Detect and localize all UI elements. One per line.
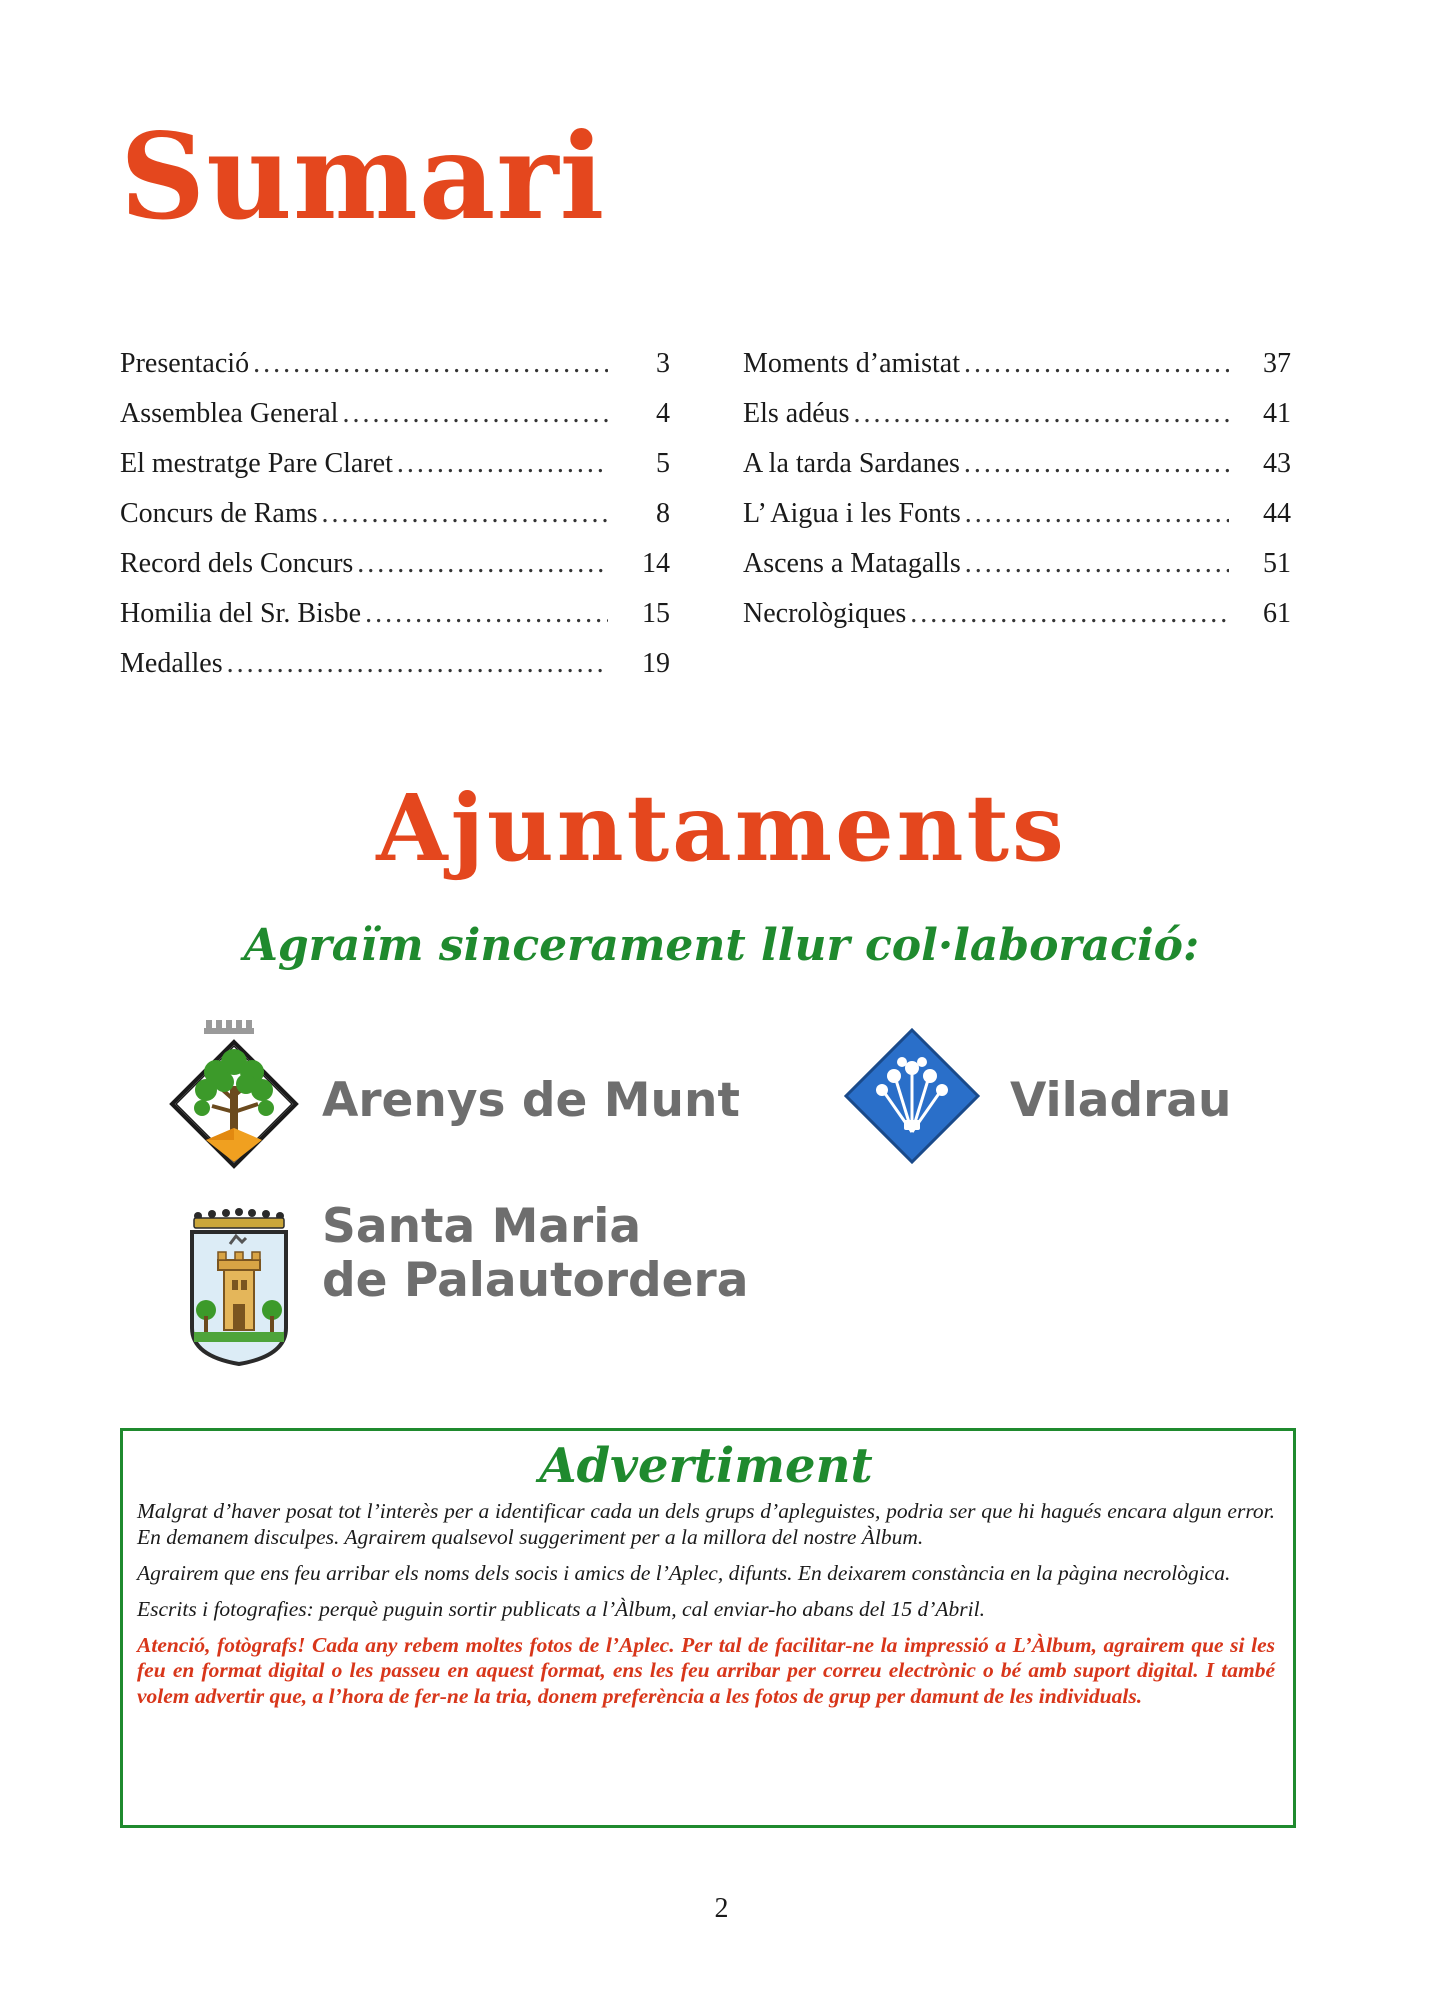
municipality-santa-maria-de-palautordera — [322, 1200, 748, 1308]
toc-entry-title: El mestratge Pare Claret — [120, 448, 393, 479]
toc-entry[interactable] — [120, 398, 670, 448]
toc-entry-page: 61 — [1263, 598, 1291, 629]
toc-leader-dots — [964, 348, 1229, 380]
toc-entry-title: Ascens a Matagalls — [743, 548, 961, 579]
toc-entry-page: 43 — [1263, 448, 1291, 479]
toc-leader-dots — [965, 498, 1229, 530]
advertiment-paragraph: Escrits i fotografies: perquè puguin sortir publicats a l’Àlbum, cal enviar-ho abans del 15 d’Abril. — [137, 1596, 985, 1621]
viladrau-coat-of-arms-icon — [844, 1028, 980, 1164]
municipality-name-line1: Santa Maria — [322, 1199, 642, 1254]
advertiment-title: Advertiment — [539, 1438, 873, 1494]
toc-leader-dots — [357, 548, 608, 580]
toc-left-column — [120, 348, 670, 698]
toc-entry[interactable] — [743, 498, 1291, 548]
toc-entry[interactable] — [743, 448, 1291, 498]
toc-entry[interactable] — [120, 448, 670, 498]
toc-entry-page: 8 — [656, 498, 670, 529]
toc-entry-page: 19 — [642, 648, 670, 679]
toc-entry[interactable] — [743, 348, 1291, 398]
toc-leader-dots — [910, 598, 1229, 630]
toc-entry-title: Els adéus — [743, 398, 850, 429]
advertiment-paragraph: Malgrat d’haver posat tot l’interès per a identificar cada un dels grups d’apleguistes, podria ser que hi hagués encara algun error. En demanem disculpes. Agrairem qualsevol suggeriment per a la millora del nostre Àlbum. — [137, 1499, 1275, 1550]
toc-entry[interactable] — [120, 598, 670, 648]
toc-leader-dots — [365, 598, 608, 630]
sumari-title: Sumari — [120, 107, 606, 246]
toc-leader-dots — [253, 348, 608, 380]
toc-entry[interactable] — [120, 548, 670, 598]
toc-leader-dots — [322, 498, 608, 530]
advertiment-box — [120, 1428, 1296, 1828]
ajuntaments-subtitle: Agraïm sincerament llur col·laboració: — [243, 920, 1200, 971]
toc-entry-title: Homilia del Sr. Bisbe — [120, 598, 362, 629]
toc-entry-title: Necrològiques — [743, 598, 907, 629]
toc-entry-page: 3 — [656, 348, 670, 379]
toc-leader-dots — [964, 448, 1229, 480]
toc-leader-dots — [342, 398, 608, 430]
toc-leader-dots — [854, 398, 1229, 430]
toc-entry[interactable] — [120, 348, 670, 398]
toc-entry[interactable] — [743, 398, 1291, 448]
toc-entry-page: 14 — [642, 548, 670, 579]
municipality-arenys-de-munt: Arenys de Munt — [322, 1073, 740, 1128]
toc-entry-title: Concurs de Rams — [120, 498, 318, 529]
municipality-name-line2: de Palautordera — [322, 1253, 749, 1309]
toc-right-column — [743, 348, 1291, 648]
toc-entry-page: 37 — [1263, 348, 1291, 379]
toc-entry-title: Medalles — [120, 648, 223, 679]
toc-entry-page: 41 — [1263, 398, 1291, 429]
toc-entry-title: Moments d’amistat — [743, 348, 960, 379]
toc-entry-title: Record dels Concurs — [120, 548, 354, 579]
toc-entry[interactable] — [743, 548, 1291, 598]
toc-entry-title: L’ Aigua i les Fonts — [743, 498, 961, 529]
toc-leader-dots — [965, 548, 1229, 580]
toc-entry[interactable] — [120, 498, 670, 548]
toc-entry-page: 44 — [1263, 498, 1291, 529]
toc-entry-page: 51 — [1263, 548, 1291, 579]
toc-entry-page: 15 — [642, 598, 670, 629]
toc-leader-dots — [227, 648, 608, 680]
toc-entry-page: 4 — [656, 398, 670, 429]
ajuntaments-title: Ajuntaments — [376, 774, 1067, 882]
toc-entry[interactable] — [120, 648, 670, 698]
advertiment-paragraph: Agrairem que ens feu arribar els noms dels socis i amics de l’Aplec, difunts. En deixarem constància en la pàgina necrològica. — [137, 1560, 1231, 1585]
toc-leader-dots — [397, 448, 608, 480]
page-number: 2 — [714, 1893, 729, 1924]
toc-entry-page: 5 — [656, 448, 670, 479]
toc-entry-title: A la tarda Sardanes — [743, 448, 960, 479]
toc-entry-title: Assemblea General — [120, 398, 339, 429]
santa-maria-coat-of-arms-icon — [184, 1208, 294, 1366]
toc-entry[interactable] — [743, 598, 1291, 648]
arenys-coat-of-arms-icon — [166, 1016, 302, 1176]
municipality-viladrau: Viladrau — [1010, 1073, 1232, 1128]
toc-entry-title: Presentació — [120, 348, 250, 379]
advertiment-photographers-notice: Atenció, fotògrafs! Cada any rebem moltes fotos de l’Aplec. Per tal de facilitar-ne la impressió a L’Àlbum, agrairem que si les feu en format digital o les passeu en aquest format, ens les feu arribar per correu electrònic o bé amb suport digital. I també volem advertir que, a l’hora de fer-ne la tria, donem preferència a les fotos de grup per damunt de les individuals. — [137, 1632, 1275, 1709]
